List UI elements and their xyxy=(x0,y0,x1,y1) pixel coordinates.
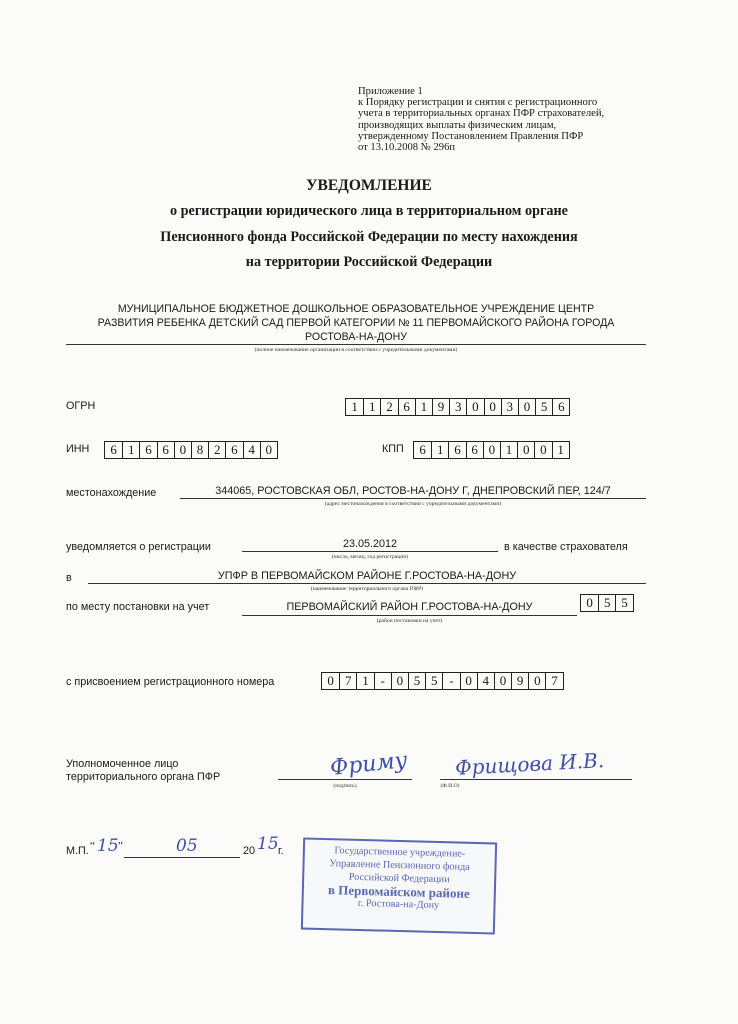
digit-cell: 0 xyxy=(484,399,501,415)
registration-date: 23.05.2012 xyxy=(342,538,398,550)
fio-handwritten: Фрищова И.В. xyxy=(454,748,605,780)
digit-cell: 5 xyxy=(598,595,615,611)
stamp-line: Управление Пенсионного фонда xyxy=(329,858,470,873)
reg-number-boxes xyxy=(321,672,564,690)
digit-cell: 5 xyxy=(535,399,552,415)
organization-underline xyxy=(66,344,646,345)
date-quote-open: “ xyxy=(90,840,95,852)
reg-number-label: с присвоением регистрационного номера xyxy=(66,676,275,688)
digit-cell: 6 xyxy=(466,442,483,458)
appendix-note xyxy=(358,86,658,153)
date-month: 05 xyxy=(176,836,198,856)
organization-caption: (полное наименование организации в соответствии с учредительными документами) xyxy=(254,347,458,353)
location-underline xyxy=(180,498,646,499)
organization-name xyxy=(66,302,646,344)
organization-name-line: МУНИЦИПАЛЬНОЕ БЮДЖЕТНОЕ ДОШКОЛЬНОЕ ОБРАЗОВАТЕЛЬНОЕ УЧРЕЖДЕНИЕ ЦЕНТР xyxy=(117,303,595,315)
signatory-line: Уполномоченное лицо xyxy=(66,758,179,770)
digit-cell: 3 xyxy=(449,399,466,415)
digit-cell: 1 xyxy=(500,442,517,458)
digit-cell: 6 xyxy=(139,442,156,458)
stamp-line: в Первомайском районе xyxy=(327,882,470,901)
appendix-line: от 13.10.2008 № 296п xyxy=(358,142,456,154)
digit-cell: 0 xyxy=(534,442,551,458)
date-year-prefix: 20 xyxy=(243,845,256,857)
digit-cell: 1 xyxy=(363,399,380,415)
appendix-line: Приложение 1 xyxy=(358,86,423,97)
appendix-line: к Порядку регистрации и снятия с регистрационного xyxy=(358,97,598,109)
digit-cell: 1 xyxy=(431,442,448,458)
digit-cell: 6 xyxy=(157,442,174,458)
digit-cell: 6 xyxy=(225,442,242,458)
digit-cell: 6 xyxy=(419,442,426,457)
fio-underline xyxy=(440,779,632,780)
ogrn-boxes xyxy=(345,398,570,416)
official-stamp xyxy=(301,837,497,934)
digit-cell: 2 xyxy=(380,399,397,415)
document-subtitle: на территории Российской Федерации xyxy=(245,254,493,270)
inn-boxes xyxy=(104,441,278,459)
digit-cell: 3 xyxy=(501,399,518,415)
organ-caption: (наименование территориального органа ПФР) xyxy=(310,586,424,592)
digit-cell: 4 xyxy=(243,442,260,458)
digit-cell: 7 xyxy=(339,673,356,689)
organ-prefix: в xyxy=(66,572,72,584)
appendix-line: утвержденному Постановлением Правления ПФР xyxy=(358,130,584,142)
digit-cell: 6 xyxy=(110,442,117,457)
signature-underline xyxy=(278,779,412,780)
digit-cell: 0 xyxy=(260,442,277,458)
stamp-line: Государственное учреждение- xyxy=(334,845,466,860)
digit-cell: 5 xyxy=(425,673,442,689)
location-value: 344065, РОСТОВСКАЯ ОБЛ, РОСТОВ-НА-ДОНУ Г, ДНЕПРОВСКИЙ ПЕР, 124/7 xyxy=(215,485,611,497)
signatory-line: территориального органа ПФР xyxy=(66,771,221,783)
digit-cell: 0 xyxy=(518,399,535,415)
digit-cell: 0 xyxy=(174,442,191,458)
digit-cell: 5 xyxy=(615,595,632,611)
digit-cell: 0 xyxy=(517,442,534,458)
digit-cell: 1 xyxy=(552,442,569,458)
location-label: местонахождение xyxy=(66,487,157,499)
digit-cell: 0 xyxy=(466,399,483,415)
kpp-label: КПП xyxy=(382,443,404,455)
mp-label: М.П. xyxy=(66,845,89,857)
digit-cell: 1 xyxy=(351,399,358,414)
digit-cell: 6 xyxy=(552,399,569,415)
digit-cell: 2 xyxy=(208,442,225,458)
digit-cell: 9 xyxy=(511,673,528,689)
digit-cell: 7 xyxy=(545,673,562,689)
digit-cell: - xyxy=(374,673,391,689)
digit-cell: 5 xyxy=(408,673,425,689)
signatory-label xyxy=(66,758,220,784)
stamp-line: Российской Федерации xyxy=(348,871,450,886)
digit-cell: 6 xyxy=(448,442,465,458)
appendix-line: производящих выплаты физическим лицам, xyxy=(358,119,557,131)
digit-cell: 0 xyxy=(391,673,408,689)
digit-cell: 8 xyxy=(191,442,208,458)
digit-cell: 4 xyxy=(477,673,494,689)
digit-cell: 0 xyxy=(327,673,334,688)
digit-cell: 1 xyxy=(356,673,373,689)
digit-cell: 1 xyxy=(415,399,432,415)
registration-caption: (число, месяц, год регистрации) xyxy=(331,554,409,560)
district-underline xyxy=(242,615,577,616)
organization-name-line: РАЗВИТИЯ РЕБЕНКА ДЕТСКИЙ САД ПЕРВОЙ КАТЕГОРИИ № 11 ПЕРВОМАЙСКОГО РАЙОНА ГОРОДА xyxy=(97,317,615,329)
district-code-boxes xyxy=(580,594,634,612)
date-day: 15 xyxy=(97,836,119,856)
organ-value: УПФР В ПЕРВОМАЙСКОМ РАЙОНЕ Г.РОСТОВА-НА-ДОНУ xyxy=(217,570,517,582)
appendix-line: учета в территориальных органах ПФР страхователей, xyxy=(358,108,605,120)
digit-cell: 0 xyxy=(586,595,593,610)
document-subtitle: о регистрации юридического лица в территориальном органе xyxy=(170,203,568,219)
digit-cell: 0 xyxy=(494,673,511,689)
document-title: УВЕДОМЛЕНИЕ xyxy=(306,177,432,194)
date-month-underline xyxy=(124,857,240,858)
registration-suffix: в качестве страхователя xyxy=(504,541,628,553)
date-quote-close: ” xyxy=(118,840,123,852)
stamp-line: г. Ростова-на-Дону xyxy=(357,897,440,912)
district-value: ПЕРВОМАЙСКИЙ РАЙОН Г.РОСТОВА-НА-ДОНУ xyxy=(286,601,533,613)
fio-caption: (Ф.И.О) xyxy=(440,783,460,789)
digit-cell: - xyxy=(442,673,459,689)
digit-cell: 0 xyxy=(528,673,545,689)
digit-cell: 1 xyxy=(122,442,139,458)
document-subtitle: Пенсионного фонда Российской Федерации по месту нахождения xyxy=(160,229,578,245)
ogrn-label: ОГРН xyxy=(66,400,96,412)
signature-caption: (подпись) xyxy=(333,783,357,789)
location-caption: (адрес местонахождения в соответствии с учредительными документами) xyxy=(324,501,502,507)
organ-underline xyxy=(88,583,646,584)
district-label: по месту постановки на учет xyxy=(66,601,210,613)
date-year: 15 xyxy=(257,834,279,854)
registration-label: уведомляется о регистрации xyxy=(66,541,211,553)
organization-name-line: РОСТОВА-НА-ДОНУ xyxy=(305,331,407,343)
digit-cell: 0 xyxy=(483,442,500,458)
date-year-suffix: г. xyxy=(278,845,284,857)
inn-label: ИНН xyxy=(66,443,90,455)
kpp-boxes xyxy=(413,441,570,459)
district-caption: (район постановки на учет) xyxy=(376,618,443,624)
registration-underline xyxy=(242,551,498,552)
digit-cell: 6 xyxy=(398,399,415,415)
digit-cell: 0 xyxy=(460,673,477,689)
signature: Фриму xyxy=(328,748,409,781)
digit-cell: 9 xyxy=(432,399,449,415)
